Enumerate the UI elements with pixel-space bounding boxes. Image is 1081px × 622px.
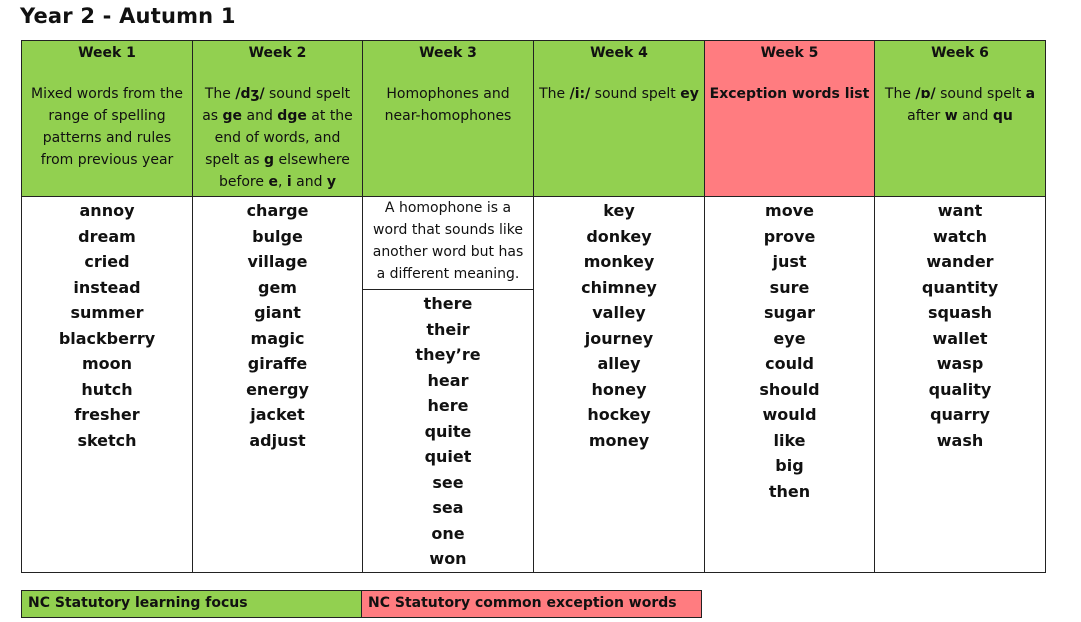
spelling-word: instead <box>73 277 141 297</box>
week-4-header <box>534 41 705 197</box>
spelling-word: fresher <box>74 405 140 424</box>
spelling-word: move <box>765 201 814 220</box>
spelling-word: cried <box>84 252 130 271</box>
key-statutory-learning-focus: NC Statutory learning focus <box>21 590 362 618</box>
week-label: Week 2 <box>248 45 307 61</box>
week-1-header <box>22 41 193 197</box>
spelling-word: just <box>772 252 807 271</box>
learning-focus: The /dʒ/ sound spelt as ge and dge at the end of words, and spelt as g elsewhere before e, i and y <box>202 86 353 190</box>
spelling-word: hockey <box>587 405 651 424</box>
spelling-word: want <box>937 201 983 220</box>
spelling-word: hutch <box>81 379 133 399</box>
spelling-word: wander <box>926 252 994 271</box>
week-2-words <box>193 197 363 573</box>
spelling-word: won <box>429 549 467 568</box>
words-row <box>22 197 1046 573</box>
spelling-word: key <box>603 201 635 220</box>
spelling-word: blackberry <box>58 328 156 348</box>
spelling-word: wash <box>936 430 984 450</box>
spelling-word: squash <box>927 303 993 322</box>
spelling-word: jacket <box>250 405 305 424</box>
spelling-word: adjust <box>249 430 306 450</box>
spelling-word: quite <box>424 421 472 441</box>
spelling-word: valley <box>592 303 646 322</box>
word-list <box>875 197 1045 453</box>
spelling-word: donkey <box>586 226 652 246</box>
learning-focus: The /ɒ/ sound spelt a after w and qu <box>884 86 1036 124</box>
learning-focus: Mixed words from the range of spelling patterns and rules from previous year <box>31 86 183 168</box>
homophone-definition: A homophone is a word that sounds like another word but has a different meaning. <box>363 197 533 290</box>
word-list <box>22 197 192 453</box>
spelling-word: see <box>432 472 464 492</box>
spelling-word: then <box>768 481 811 501</box>
spelling-word: journey <box>584 328 654 348</box>
spelling-word: sure <box>769 277 810 297</box>
spelling-word: giraffe <box>247 354 308 373</box>
spelling-plan-table <box>21 40 1046 573</box>
spelling-word: eye <box>773 328 806 348</box>
spelling-word: alley <box>597 354 641 373</box>
word-list <box>193 197 362 453</box>
spelling-word: prove <box>763 226 816 246</box>
week-label: Week 4 <box>590 45 648 61</box>
spelling-word: watch <box>932 226 988 246</box>
learning-focus: The /i:/ sound spelt ey <box>539 86 699 102</box>
spelling-word: wasp <box>936 354 984 373</box>
week-5-words <box>705 197 875 573</box>
spelling-word: should <box>759 379 820 399</box>
spelling-word: would <box>762 405 817 424</box>
spelling-word: gem <box>258 277 297 297</box>
spelling-word: quarry <box>930 405 990 424</box>
spelling-word: chimney <box>581 277 657 297</box>
header-row <box>22 41 1046 197</box>
spelling-word: quiet <box>424 447 472 466</box>
spelling-word: hear <box>427 370 469 390</box>
week-4-words <box>534 197 705 573</box>
spelling-word: honey <box>591 379 647 399</box>
week-label: Week 1 <box>78 45 136 61</box>
spelling-word: sugar <box>763 303 816 322</box>
spelling-word: summer <box>70 303 144 322</box>
spelling-word: moon <box>81 354 133 373</box>
spelling-word: one <box>431 523 465 543</box>
week-label: Week 3 <box>419 45 477 61</box>
spelling-word: their <box>426 319 470 339</box>
spelling-word: giant <box>254 303 301 322</box>
spelling-word: sketch <box>77 430 137 450</box>
week-6-words <box>875 197 1046 573</box>
week-3-words <box>363 197 534 573</box>
spelling-word: bulge <box>252 226 303 246</box>
spelling-word: dream <box>78 226 136 246</box>
spelling-word: quality <box>928 379 992 399</box>
spelling-word: magic <box>250 328 305 348</box>
week-label: Week 5 <box>760 45 819 61</box>
week-label: Week 6 <box>931 45 989 61</box>
spelling-word: charge <box>246 201 309 220</box>
spelling-word: big <box>775 456 804 475</box>
week-2-header <box>193 41 363 197</box>
week-3-header <box>363 41 534 197</box>
word-list <box>534 197 704 453</box>
week-1-words <box>22 197 193 573</box>
spelling-word: could <box>765 354 814 373</box>
spelling-word: money <box>588 430 650 450</box>
spelling-word: like <box>773 430 806 450</box>
spelling-word: they’re <box>415 345 481 364</box>
spelling-word: wallet <box>932 328 988 348</box>
spelling-word: annoy <box>79 201 135 220</box>
learning-focus: Homophones and near-homophones <box>384 86 512 124</box>
spelling-word: sea <box>432 498 464 517</box>
spelling-word: energy <box>246 379 309 399</box>
spelling-word: village <box>247 252 308 271</box>
key-common-exception-words: NC Statutory common exception words <box>361 590 702 618</box>
spelling-word: here <box>427 396 469 415</box>
spelling-word: quantity <box>921 277 999 297</box>
spelling-word: monkey <box>583 252 655 271</box>
spelling-word: there <box>423 294 473 313</box>
week-6-header <box>875 41 1046 197</box>
word-list <box>705 197 874 504</box>
word-list <box>363 290 533 572</box>
page-title: Year 2 - Autumn 1 <box>20 4 236 28</box>
week-5-header <box>705 41 875 197</box>
learning-focus: Exception words list <box>709 86 870 102</box>
